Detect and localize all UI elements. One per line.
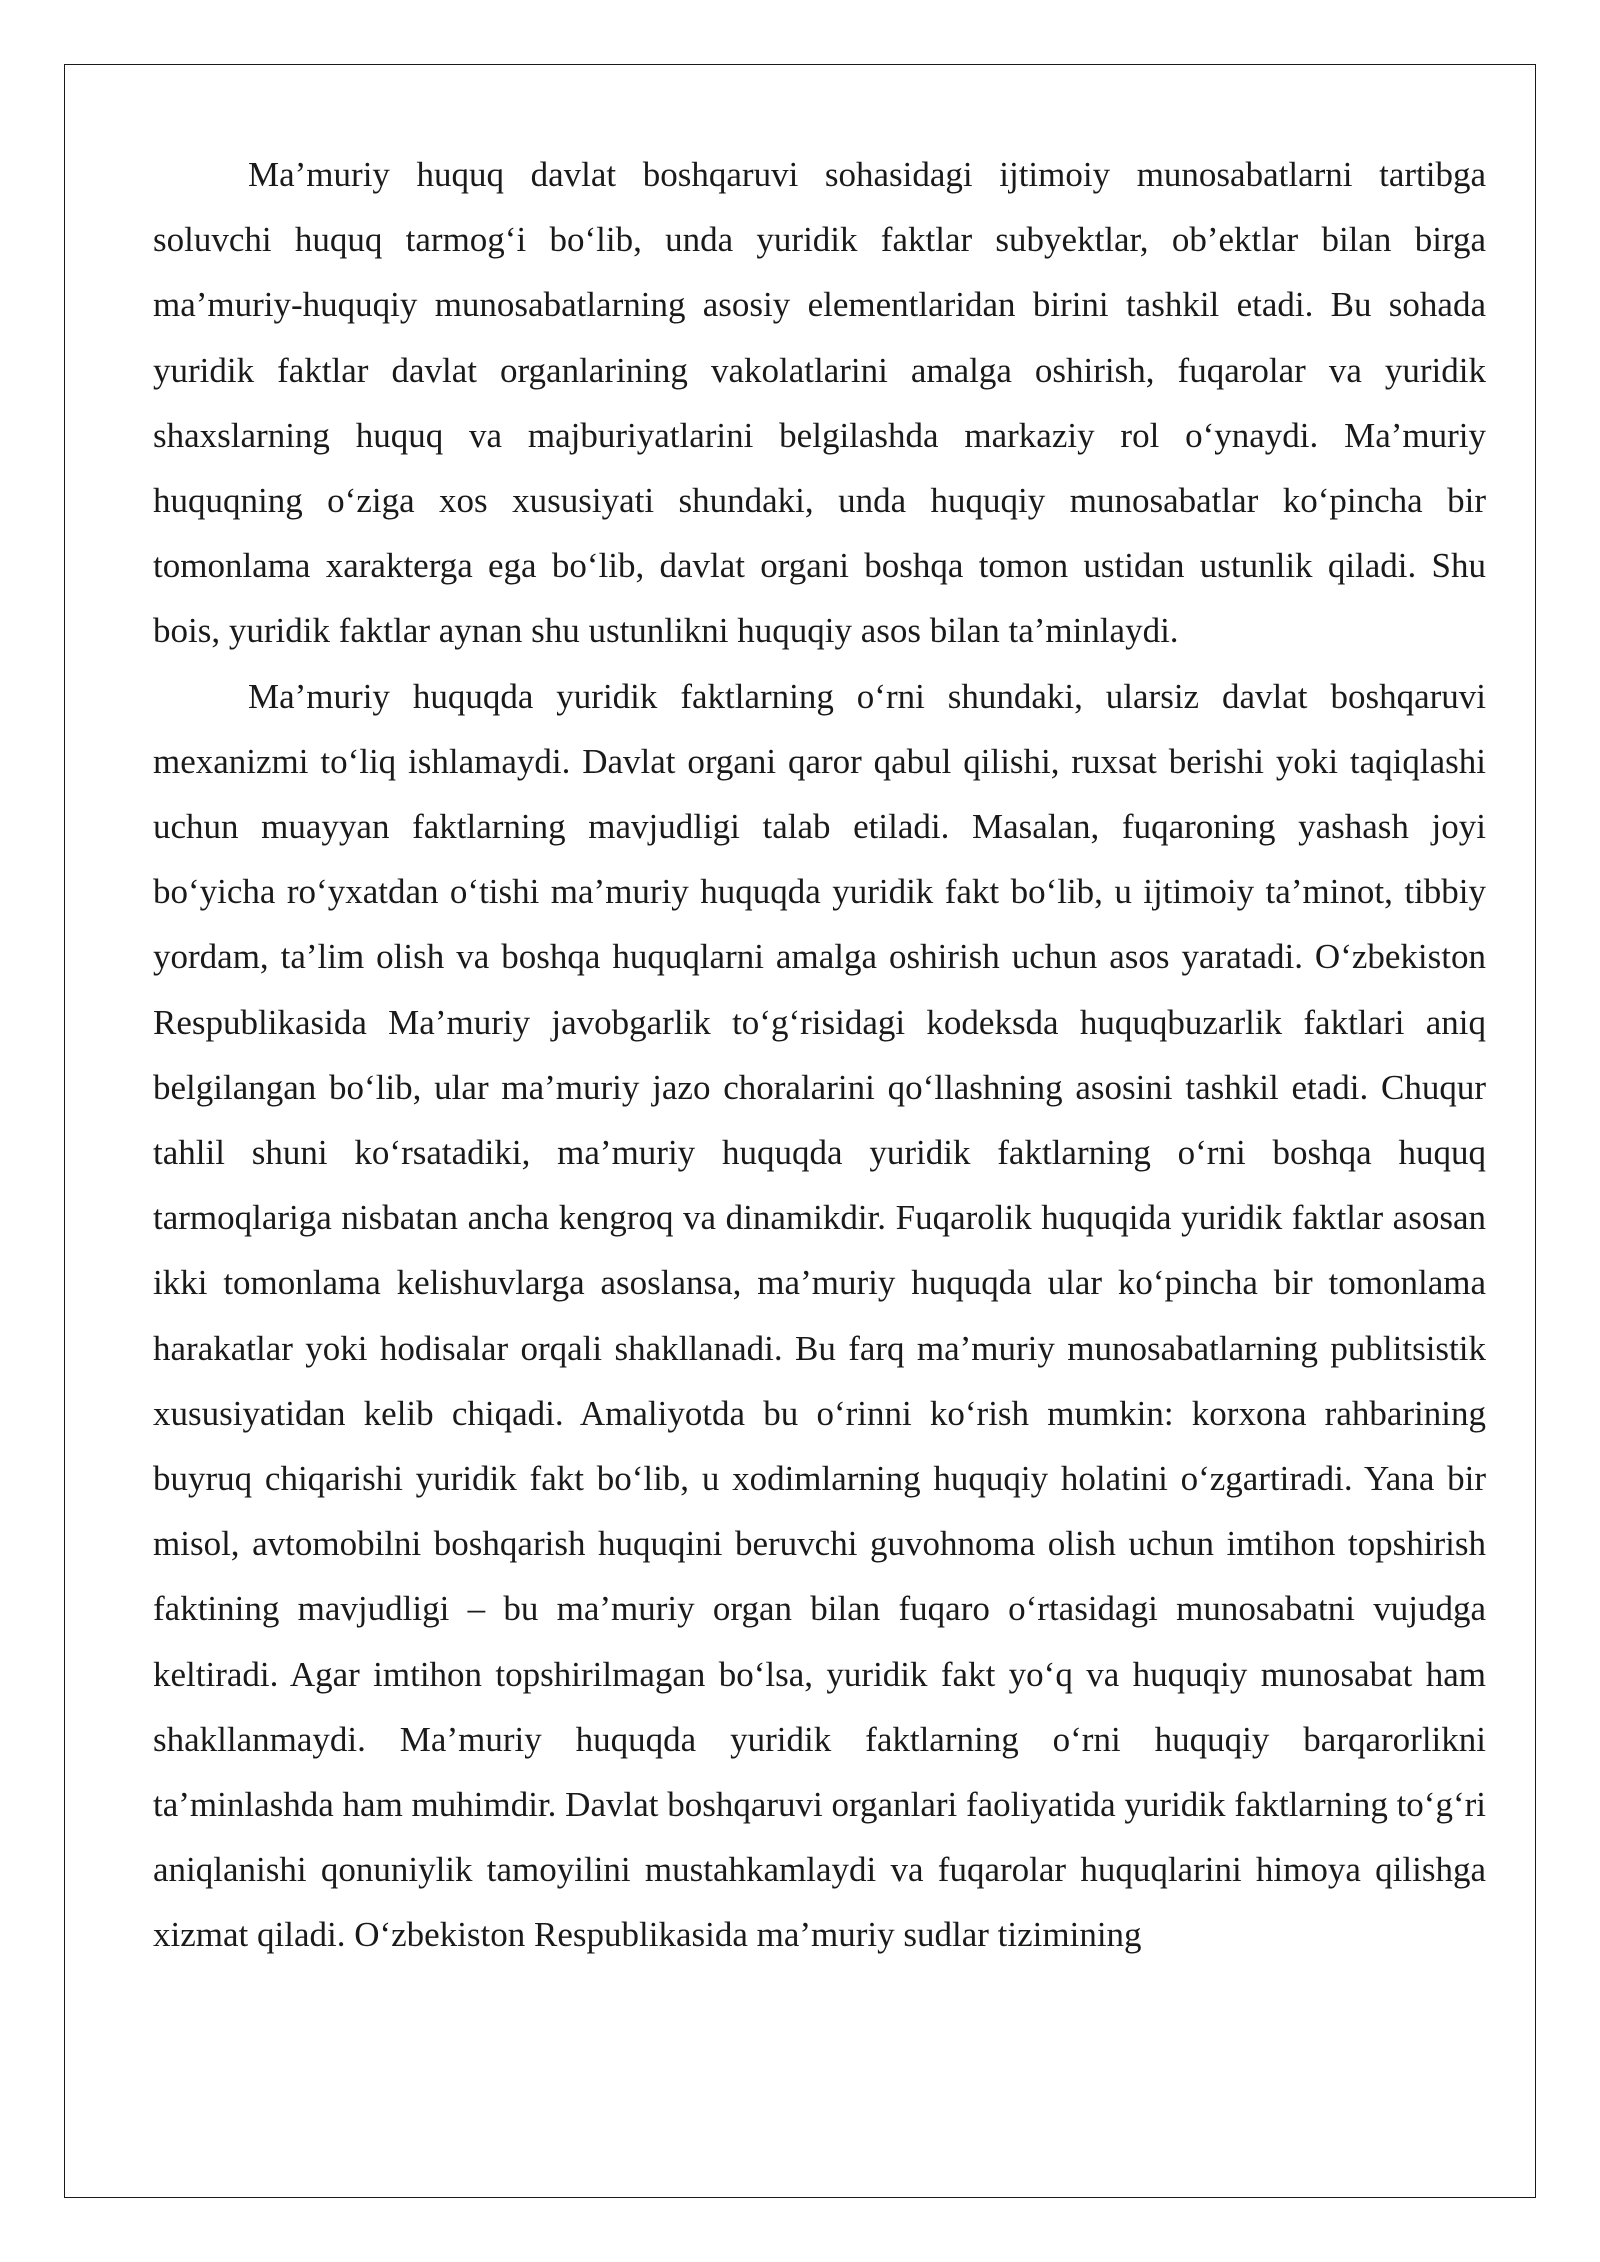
paragraph-2: Ma’muriy huquqda yuridik faktlarning o‘rni shundaki, ularsiz davlat boshqaruvi mexanizmi to‘liq ishlamaydi. Davlat organi qaror qabul qilishi, ruxsat berishi yoki taqiqlashi uchun muayyan faktlarning mavjudligi talab etiladi. Masalan, fuqaroning yashash joyi bo‘yicha ro‘yxatdan o‘tishi ma’muriy huquqda yuridik fakt bo‘lib, u ijtimoiy ta’minot, tibbiy yordam, ta’lim olish va boshqa huquqlarni amalga oshirish uchun asos yaratadi. O‘zbekiston Respublikasida Ma’muriy javobgarlik to‘g‘risidagi kodeksda huquqbuzarlik faktlari aniq belgilangan bo‘lib, ular ma’muriy jazo choralarini qo‘llashning asosini tashkil etadi. Chuqur tahlil shuni ko‘rsatadiki, ma’muriy huquqda yuridik faktlarning o‘rni boshqa huquq tarmoqlariga nisbatan ancha kengroq va dinamikdir. Fuqarolik huquqida yuridik faktlar asosan ikki tomonlama kelishuvlarga asoslansa, ma’muriy huquqda ular ko‘pincha bir tomonlama harakatlar yoki hodisalar orqali shakllanadi. Bu farq ma’muriy munosabatlarning publitsistik xususiyatidan kelib chiqadi. Amaliyotda bu o‘rinni ko‘rish mumkin: korxona rahbarining buyruq chiqarishi yuridik fakt bo‘lib, u xodimlarning huquqiy holatini o‘zgartiradi. Yana bir misol, avtomobilni boshqarish huquqini beruvchi guvohnoma olish uchun imtihon topshirish faktining mavjudligi – bu ma’muriy organ bilan fuqaro o‘rtasidagi munosabatni vujudga keltiradi. Agar imtihon topshirilmagan bo‘lsa, yuridik fakt yo‘q va huquqiy munosabat ham shakllanmaydi. Ma’muriy huquqda yuridik faktlarning o‘rni huquqiy barqarorlikni ta’minlashda ham muhimdir. Davlat boshqaruvi organlari faoliyatida yuridik faktlarning to‘g‘ri aniqlanishi qonuniylik tamoyilini mustahkamlaydi va fuqarolar huquqlarini himoya qilishga xizmat qiladi. O‘zbekiston Respublikasida ma’muriy sudlar tizimining: [153, 676, 1486, 1955]
paragraph-1: Ma’muriy huquq davlat boshqaruvi sohasidagi ijtimoiy munosabatlarni tartibga soluvchi huquq tarmog‘i bo‘lib, unda yuridik faktlar subyektlar, ob’ektlar bilan birga ma’muriy-huquqiy munosabatlarning asosiy elementlaridan birini tashkil etadi. Bu sohada yuridik faktlar davlat organlarining vakolatlarini amalga oshirish, fuqarolar va yuridik shaxslarning huquq va majburiyatlarini belgilashda markaziy rol o‘ynaydi. Ma’muriy huquqning o‘ziga xos xususiyati shundaki, unda huquqiy munosabatlar ko‘pincha bir tomonlama xarakterga ega bo‘lib, davlat organi boshqa tomon ustidan ustunlik qiladi. Shu bois, yuridik faktlar aynan shu ustunlikni huquqiy asos bilan ta’minlaydi.: [153, 155, 1486, 651]
document-body: [153, 142, 1486, 1968]
